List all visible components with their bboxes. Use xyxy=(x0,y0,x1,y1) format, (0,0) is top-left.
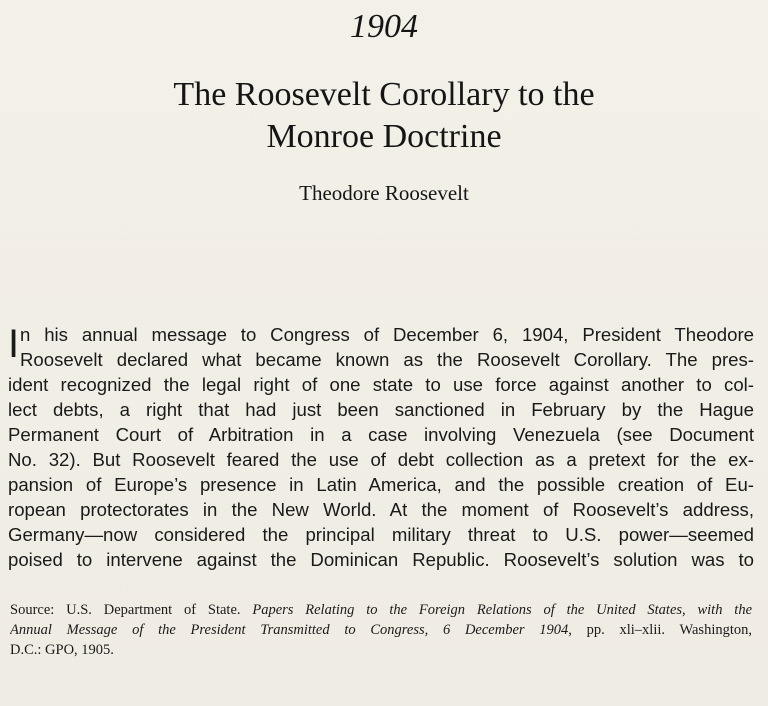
intro-paragraph xyxy=(8,322,754,572)
document-year: 1904 xyxy=(350,8,418,45)
citation-title-part-1: Papers Relating to the Foreign Relations of the United States, with the xyxy=(252,602,752,618)
citation-publisher: D.C.: GPO, 1905. xyxy=(10,642,114,658)
citation-pages: , pp. xli–xlii. Washington, xyxy=(568,622,752,638)
paragraph-line: lect debts, a right that had just been sanctioned in February by the Hague xyxy=(8,399,754,420)
citation-title-part-2: Annual Message of the President Transmitted to Congress, 6 December 1904 xyxy=(10,622,569,638)
paragraph-line: Germany—now considered the principal military threat to U.S. power—seemed xyxy=(8,524,754,545)
paragraph-line: No. 32). But Roosevelt feared the use of debt collection as a pretext for the ex- xyxy=(8,449,754,470)
title-line-1: The Roosevelt Corollary to the xyxy=(173,76,595,113)
document-title xyxy=(0,74,768,158)
paragraph-line: Permanent Court of Arbitration in a case involving Venezuela (see Document xyxy=(8,424,754,445)
paragraph-line: Roosevelt declared what became known as the Roosevelt Corollary. The pres- xyxy=(20,349,754,370)
paragraph-line: ropean protectorates in the New World. At the moment of Roosevelt’s address, xyxy=(8,499,754,520)
document-author: Theodore Roosevelt xyxy=(299,181,469,205)
drop-cap: I xyxy=(8,322,20,366)
title-line-2: Monroe Doctrine xyxy=(266,118,502,155)
paragraph-line: pansion of Europe’s presence in Latin America, and the possible creation of Eu- xyxy=(8,474,754,495)
citation-line xyxy=(10,620,752,640)
paragraph-line: ident recognized the legal right of one state to use force against another to col- xyxy=(8,374,754,395)
source-citation xyxy=(10,600,752,660)
citation-prefix: Source: U.S. Department of State. xyxy=(10,602,253,618)
citation-line xyxy=(10,600,752,620)
paragraph-line-text: n his annual message to Congress of December 6, 1904, President Theodore xyxy=(20,324,754,345)
paragraph-line: poised to intervene against the Dominican Republic. Roosevelt’s solution was to xyxy=(8,549,754,570)
